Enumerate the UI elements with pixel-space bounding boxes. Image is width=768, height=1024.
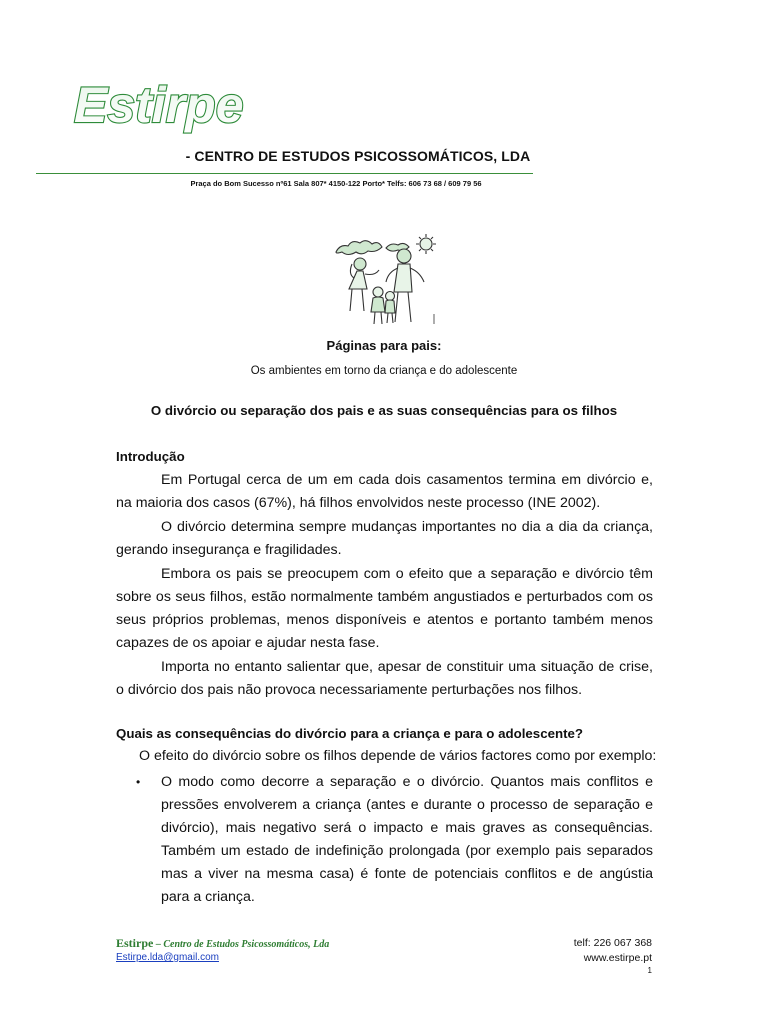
footer-telephone: telf: 226 067 368 xyxy=(573,937,652,949)
section-subtitle: Os ambientes em torno da criança e do adolescente xyxy=(250,365,518,377)
family-illustration xyxy=(330,234,442,330)
intro-paragraph-4: Importa no entanto salientar que, apesar de constituir uma situação de crise, o divórcio dos pais não provoca necessariamente perturbações nos filhos. xyxy=(116,659,653,698)
intro-heading: Introdução xyxy=(116,449,185,464)
bullet-item: O modo como decorre a separação e o divórcio. Quantos mais conflitos e pressões envolverem a criança (antes e durante o processo de separação e divórcio), mais negativo será o impacto e mais graves as consequências. Também um estado de indefinição prolongada (por exemplo pais separados mas a viver na mesma casa) é fonte de potenciais conflitos e de angústia para a criança. xyxy=(161,774,653,905)
header-divider xyxy=(36,173,533,174)
question-heading: Quais as consequências do divórcio para a criança e para o adolescente? xyxy=(116,726,584,741)
section-title: Páginas para pais: xyxy=(326,338,442,353)
page-number: 1 xyxy=(647,966,652,975)
footer-website[interactable]: www.estirpe.pt xyxy=(583,952,652,964)
intro-paragraph-1: Em Portugal cerca de um em cada dois casamentos termina em divórcio e, na maioria dos casos (67%), há filhos envolvidos neste processo (INE 2002). xyxy=(116,472,653,511)
intro-paragraph-3: Embora os pais se preocupem com o efeito que a separação e divórcio têm sobre os seus filhos, estão normalmente também angustiados e perturbados com os seus próprios problemas, menos disponíveis e atentos e portanto também menos capazes de os apoiar e ajudar nesta fase. xyxy=(116,566,653,651)
footer-email-link[interactable]: Estirpe.lda@gmail.com xyxy=(116,952,219,963)
organization-address: Praça do Bom Sucesso nº61 Sala 807* 4150-122 Porto* Telfs: 606 73 68 / 609 79 56 xyxy=(190,179,482,188)
logo-wordmark: Estirpe xyxy=(74,77,244,133)
footer-brand: Estirpe – Centro de Estudos Psicossomáticos, Lda xyxy=(116,936,330,950)
question-lead: O efeito do divórcio sobre os filhos depende de vários factores como por exemplo: xyxy=(139,748,657,764)
intro-paragraph-2: O divórcio determina sempre mudanças importantes no dia a dia da criança, gerando insegurança e fragilidades. xyxy=(116,519,653,558)
article-title: O divórcio ou separação dos pais e as suas consequências para os filhos xyxy=(150,403,618,418)
organization-name: - CENTRO DE ESTUDOS PSICOSSOMÁTICOS, LDA xyxy=(185,148,531,164)
bullet-marker: • xyxy=(136,775,141,789)
estirpe-logo xyxy=(60,68,300,140)
